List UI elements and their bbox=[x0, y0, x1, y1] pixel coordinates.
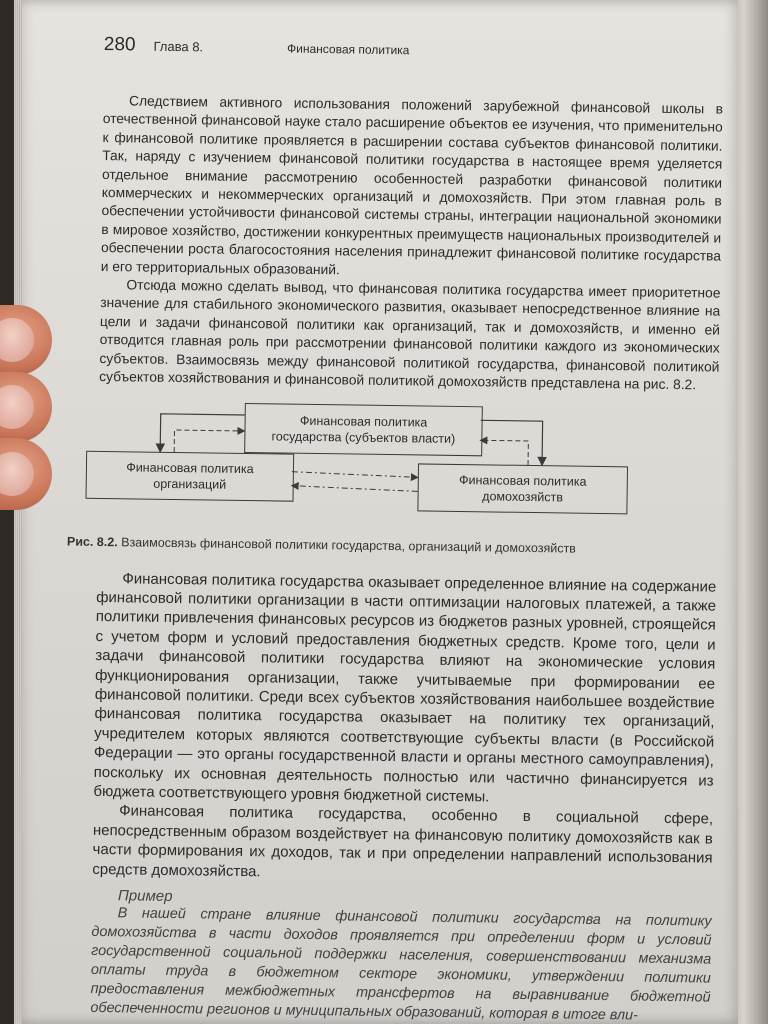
caption-text: Взаимосвязь финансовой политики государства, организаций и домохозяйств bbox=[121, 534, 576, 556]
paragraph: Следствием активного использования положений зарубежной финансовой школы в отечественной финансовой науке стало расширение объектов ее изучения, что применительно к финансовой политике проявляется в расширении состава субъектов финансовой политики. Так, наряду с изучением финансовой политики государства в настоящее время уделяется отдельное внимание рассмотрению особенностей разработки финансовой политики коммерческих и некоммерческих организаций и домохозяйств. При этом главная роль в обеспечении устойчивости финансовой системы страны, интеграции национальной экономики в мировое хозяйство, достижении конкурентных преимуществ национальных производителей и обеспечении роста благосостояния населения принадлежит финансовой политике государства и его территориальных образований. bbox=[100, 93, 724, 277]
arrow-org-to-state bbox=[174, 430, 244, 453]
arrow-org-to-house bbox=[292, 471, 418, 477]
example-label: Пример bbox=[117, 887, 173, 906]
relationship-diagram bbox=[71, 400, 673, 536]
example-text: В нашей стране влияние финансовой политики государства на политику домохозяйства в части доходов проявляется при определении форм и условий государственной социальной поддержки населения, совершенствовании механизма оплаты труда в бюджетном секторе экономики, утверждении политики предоставления межбюджетных трансфертов на выравнивание бюджетной обеспеченности регионов и муниципальных образований, которая в итоге вли- bbox=[90, 905, 712, 1024]
paragraph: Финансовая политика государства, особенно в социальной сфере, непосредственным образом воздействует на финансовую политику домохозяйств как в части формирования их доходов, так и при определении направлений использования средств домохозяйства. bbox=[92, 802, 714, 880]
running-header bbox=[103, 34, 723, 79]
page-content bbox=[66, 34, 724, 1024]
page-edges bbox=[14, 0, 22, 1024]
box-text: Финансовая политика bbox=[299, 413, 428, 430]
household-policy-box bbox=[417, 463, 628, 514]
state-policy-box bbox=[244, 403, 483, 456]
running-title: Финансовая политика bbox=[286, 41, 410, 58]
organization-policy-box bbox=[86, 450, 295, 501]
box-text: Финансовая политика bbox=[126, 459, 254, 476]
box-text: домохозяйств bbox=[482, 488, 564, 504]
paragraph: Отсюда можно сделать вывод, что финансовая политика государства имеет приоритетное значение для стабильного экономического развития, оказывает непосредственное влияние на цели и задачи финансовой политики как организаций, так и домохозяйств, и именно ей отводится главная роль при рассмотрении финансовой политики каждого из экономических субъектов. Взаимосвязь между финансовой политикой государства, финансовой политикой субъектов хозяйствования и финансовой политикой домохозяйств представлена на рис. 8.2. bbox=[99, 277, 721, 393]
page-number: 280 bbox=[103, 34, 136, 56]
arrow-state-to-house bbox=[480, 420, 543, 465]
box-text: Финансовая политика bbox=[459, 472, 587, 489]
chapter-label: Глава 8. bbox=[153, 38, 204, 55]
paragraph: Финансовая политика государства оказывает определенное влияние на содержание финансовой политики организации в части оптимизации налоговых платежей, а также политики привлечения финансовых ресурсов из бюджетов разных уровней, строящейся с учетом форм и условий предоставления бюджетных средств. Кроме того, цели и задачи финансовой политики государства влияют на экономические условия функционирования организации, также учитываемые при формировании ее финансовой политики. Среди всех субъектов хозяйствования наибольшее воздействие финансовая политика государства оказывает на политику тех организаций, учредителем которых являются соответствующие субъекты власти (в Российской Федерации — это органы государственной власти и органы местного самоуправления), поскольку их основная деятельность полностью или частично финансируется из бюджета соответствующего уровня бюджетной системы. bbox=[93, 569, 717, 806]
box-text: организаций bbox=[153, 476, 227, 492]
book-page bbox=[14, 0, 738, 1024]
figure-caption bbox=[67, 534, 717, 557]
caption-label: Рис. 8.2. bbox=[66, 534, 118, 549]
box-text: государства (субъектов власти) bbox=[271, 428, 456, 446]
arrow-state-to-org bbox=[160, 413, 245, 452]
arrow-house-to-state bbox=[480, 440, 528, 465]
arrow-house-to-org bbox=[292, 485, 418, 491]
